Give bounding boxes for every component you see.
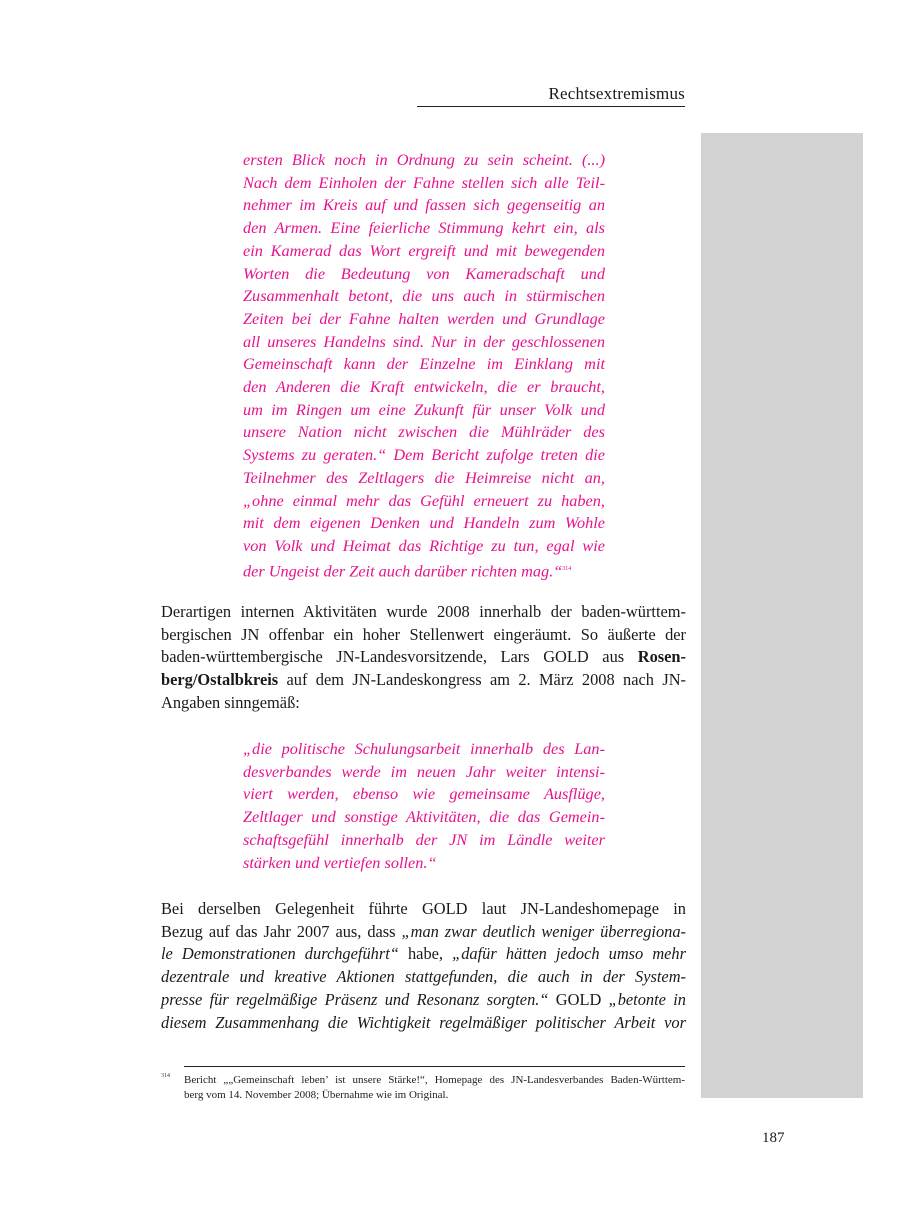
paragraph-line: dezentrale und kreative Aktionen stattgefunden, die auch in der System- (161, 967, 686, 987)
footnote-reference[interactable]: 314 (562, 565, 572, 572)
quote-line: den Armen. Eine feierliche Stimmung kehrt ein, als (243, 218, 605, 238)
quote-line: den Anderen die Kraft entwickeln, die er braucht, (243, 377, 605, 397)
paragraph-text: auf dem JN-Landeskongress am 2. März 2008 nach JN- (278, 670, 686, 690)
paragraph-line (161, 989, 686, 1012)
footnote-number: 314 (161, 1073, 170, 1079)
paragraph-line (161, 646, 686, 669)
inline-quote: le Demonstrationen durchgeführt“ (161, 944, 399, 964)
footnote-text (184, 1073, 685, 1103)
quote-line: Worten die Bedeutung von Kameradschaft und (243, 263, 605, 283)
body-paragraph-2 (161, 898, 686, 1034)
paragraph-line: bergischen JN offenbar ein hoher Stellenwert eingeräumt. So äußerte der (161, 624, 686, 644)
quote-line: Teilnehmer des Zeltlagers die Heimreise nicht an, (243, 467, 605, 487)
paragraph-line: diesem Zusammenhang die Wichtigkeit regelmäßiger politischer Arbeit vor (161, 1012, 686, 1032)
paragraph-text: baden-württembergische JN-Landesvorsitzende, Lars GOLD aus (161, 647, 638, 667)
quote-line: Zeltlager und sonstige Aktivitäten, die das Gemein- (243, 807, 605, 827)
paragraph-line: Bei derselben Gelegenheit führte GOLD laut JN-Landeshomepage in (161, 899, 686, 918)
quote-line: stärken und vertiefen sollen.“ (243, 852, 437, 872)
paragraph-text: GOLD (548, 989, 609, 1009)
quote-line: viert werden, ebenso wie gemeinsame Ausflüge, (243, 784, 605, 804)
inline-quote: „dafür hätten jedoch umso mehr (452, 944, 687, 964)
paragraph-line: Derartigen internen Aktivitäten wurde 2008 innerhalb der baden-württem- (161, 602, 686, 621)
quote-line: schaftsgefühl innerhalb der JN im Ländle weiter (243, 829, 605, 849)
quote-line: Zusammenhalt betont, die uns auch in stürmischen (243, 286, 605, 306)
quote-last-line (243, 558, 605, 583)
paragraph-line: Angaben sinngemäß: (161, 692, 300, 712)
footnote-line: Bericht „„Gemeinschaft leben’ ist unsere Stärke!“, Homepage des JN-Landesverbandes Baden-Württem- (184, 1074, 685, 1086)
quote-line: von Volk und Heimat das Richtige zu tun, egal wie (243, 535, 605, 555)
margin-sidebar (701, 133, 863, 1098)
body-paragraph-1 (161, 601, 686, 715)
quote-line: Nach dem Einholen der Fahne stellen sich alle Teil- (243, 172, 605, 192)
quote-line: ersten Blick noch in Ordnung zu sein scheint. (...) (243, 150, 605, 169)
quote-line: „ohne einmal mehr das Gefühl erneuert zu haben, (243, 490, 605, 510)
paragraph-text: habe, (398, 944, 453, 964)
quote-line: unsere Nation nicht zwischen die Mühlräder des (243, 422, 605, 442)
inline-quote: „man zwar deutlich weniger überregiona- (401, 921, 686, 941)
quote-line: um im Ringen um eine Zukunft für unser Volk und (243, 399, 605, 419)
footnote-divider (184, 1066, 685, 1067)
quote-line: nehmer im Kreis auf und fassen sich gegenseitig an (243, 195, 605, 215)
paragraph-text: Bezug auf das Jahr 2007 aus, dass (161, 921, 402, 941)
paragraph-line (161, 943, 686, 966)
quote-line: Gemeinschaft kann der Einzelne im Einklang mit (243, 354, 605, 374)
running-header (417, 82, 685, 107)
quote-line: Systems zu geraten.“ Dem Bericht zufolge treten die (243, 445, 605, 465)
inline-quote: „betonte in (608, 989, 686, 1009)
quote-line: all unseres Handelns sind. Nur in der geschlossenen (243, 331, 605, 351)
block-quote-1 (243, 149, 605, 583)
quote-line: „die politische Schulungsarbeit innerhalb des Lan- (243, 739, 605, 758)
quote-line: Zeiten bei der Fahne halten werden und Grundlage (243, 308, 605, 328)
quote-line-text: der Ungeist der Zeit auch darüber richten mag.“ (243, 561, 563, 581)
place-name: Rosen- (637, 647, 686, 667)
quote-line: ein Kamerad das Wort ergreift und mit bewegenden (243, 240, 605, 260)
quote-line: mit dem eigenen Denken und Handeln zum Wohle (243, 513, 605, 533)
running-title: Rechtsextremismus (548, 84, 685, 103)
footnote-line: berg vom 14. November 2008; Übernahme wie im Original. (184, 1089, 449, 1101)
block-quote-2 (243, 738, 605, 874)
page-number: 187 (762, 1130, 785, 1146)
quote-line: desverbandes werde im neuen Jahr weiter intensi- (243, 761, 605, 781)
paragraph-line (161, 921, 686, 944)
inline-quote: presse für regelmäßige Präsenz und Resonanz sorgten.“ (161, 989, 549, 1009)
place-name: berg/Ostalbkreis (161, 670, 279, 690)
paragraph-line (161, 669, 686, 692)
